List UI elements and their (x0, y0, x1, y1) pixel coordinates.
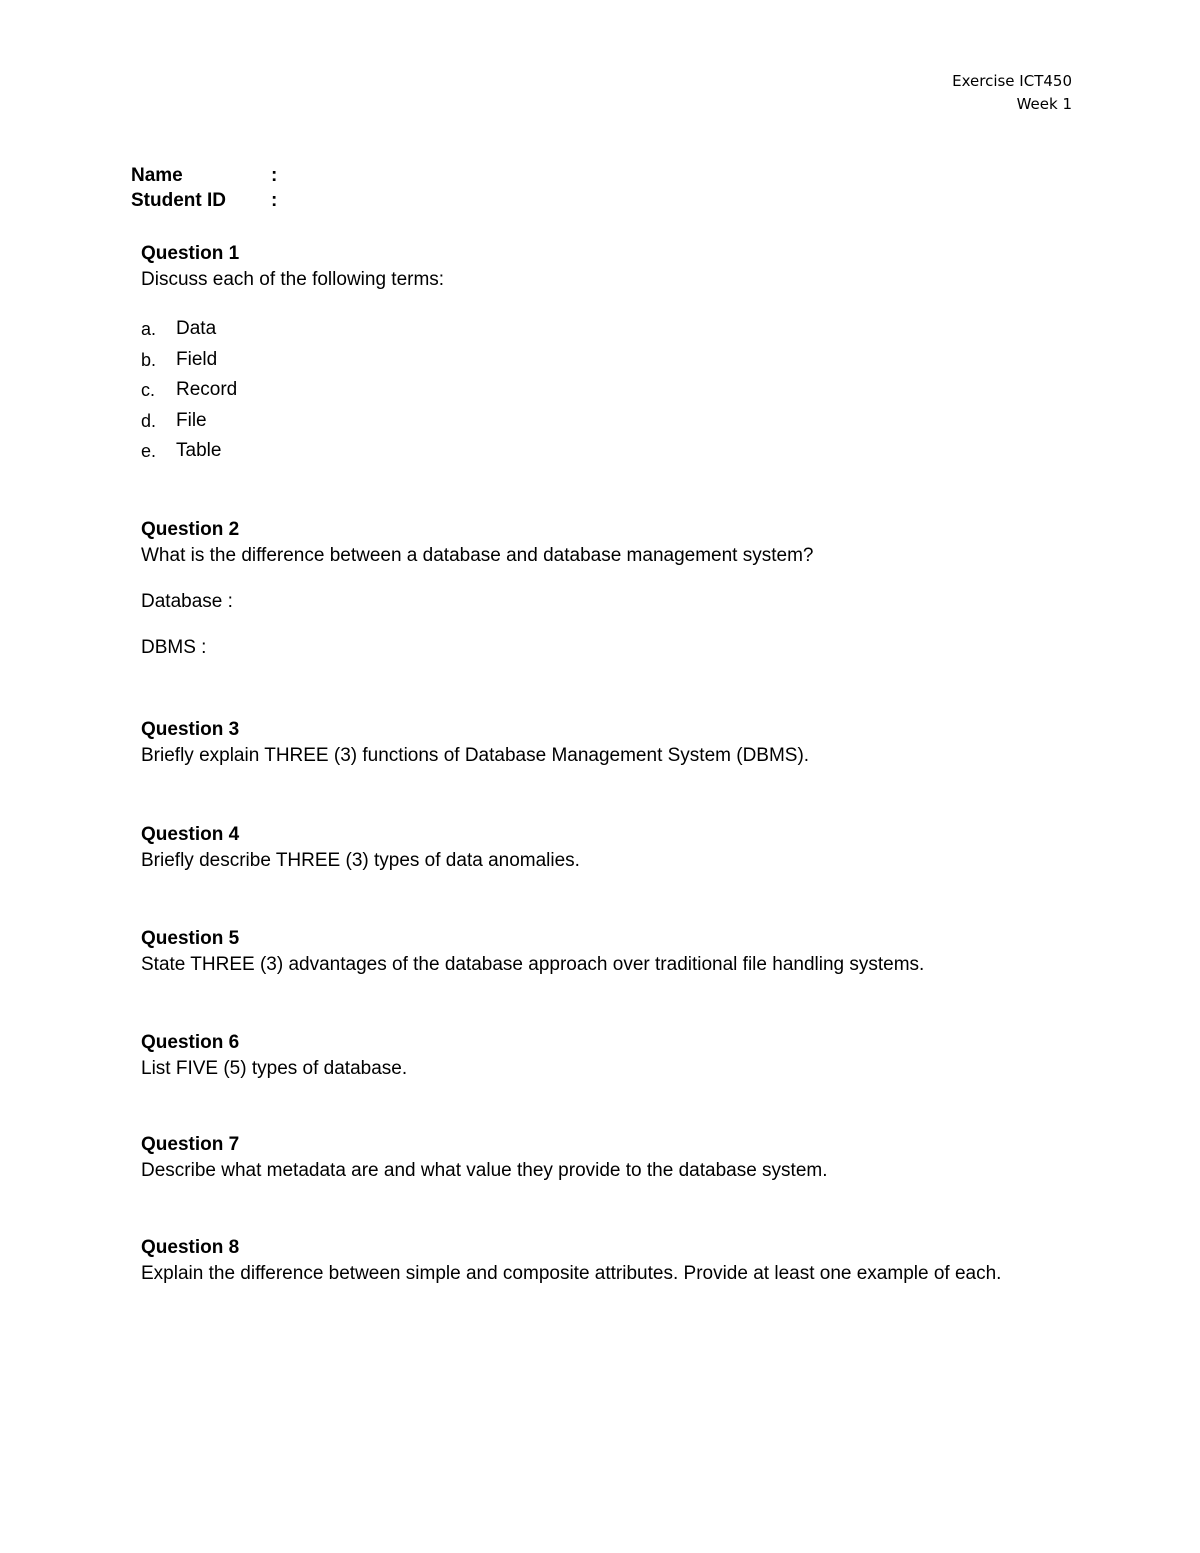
question-text: State THREE (3) advantages of the database approach over traditional file handling systems. (141, 954, 925, 975)
question-5 (141, 925, 1081, 977)
course-code: Exercise ICT450 (952, 72, 1072, 90)
question-title: Question 7 (141, 1134, 240, 1155)
term-label: Field (176, 348, 218, 370)
question-text: What is the difference between a database and database management system? (141, 545, 814, 566)
question-title: Question 3 (141, 719, 240, 740)
question-text: Discuss each of the following terms: (141, 269, 445, 290)
term-label: Record (176, 379, 238, 400)
term-label: Data (176, 318, 217, 339)
question-text: Briefly explain THREE (3) functions of Database Management System (DBMS). (141, 745, 810, 766)
document-header (952, 70, 1072, 116)
list-marker: a. (141, 319, 157, 339)
question-6 (141, 1029, 1081, 1081)
question-7 (141, 1131, 1081, 1183)
list-item (141, 436, 1081, 467)
question-title: Question 1 (141, 243, 240, 264)
question-3 (141, 716, 1081, 768)
list-marker: b. (141, 349, 157, 370)
question-2 (141, 516, 1081, 660)
question-title: Question 4 (141, 824, 240, 845)
list-item (141, 314, 1081, 345)
list-item (141, 375, 1081, 406)
term-label: Table (176, 440, 222, 461)
dbms-answer-label: DBMS : (141, 637, 207, 658)
question-text: List FIVE (5) types of database. (141, 1058, 408, 1079)
student-id-row (131, 188, 291, 213)
list-item (141, 345, 1081, 376)
student-id-colon: : (271, 190, 278, 211)
question-text: Explain the difference between simple and composite attributes. Provide at least one example of each. (141, 1263, 1002, 1284)
question-title: Question 5 (141, 928, 240, 949)
question-title: Question 6 (141, 1032, 240, 1053)
question-1 (141, 240, 1081, 467)
term-label: File (176, 409, 207, 431)
name-label: Name (131, 165, 183, 186)
list-marker: e. (141, 441, 157, 461)
question-title: Question 8 (141, 1237, 240, 1258)
question-title: Question 2 (141, 519, 240, 540)
name-colon: : (271, 165, 278, 186)
list-marker: c. (141, 380, 156, 400)
student-id-label: Student ID (131, 190, 226, 211)
list-marker: d. (141, 410, 157, 431)
week-label: Week 1 (1016, 95, 1072, 113)
question-4 (141, 821, 1081, 873)
question-8 (141, 1234, 1081, 1286)
name-row (131, 163, 291, 188)
term-list (141, 314, 1081, 467)
question-text: Describe what metadata are and what value they provide to the database system. (141, 1160, 828, 1181)
list-item (141, 406, 1081, 437)
student-identity (131, 163, 291, 213)
question-text: Briefly describe THREE (3) types of data anomalies. (141, 850, 580, 871)
database-answer-label: Database : (141, 591, 233, 612)
